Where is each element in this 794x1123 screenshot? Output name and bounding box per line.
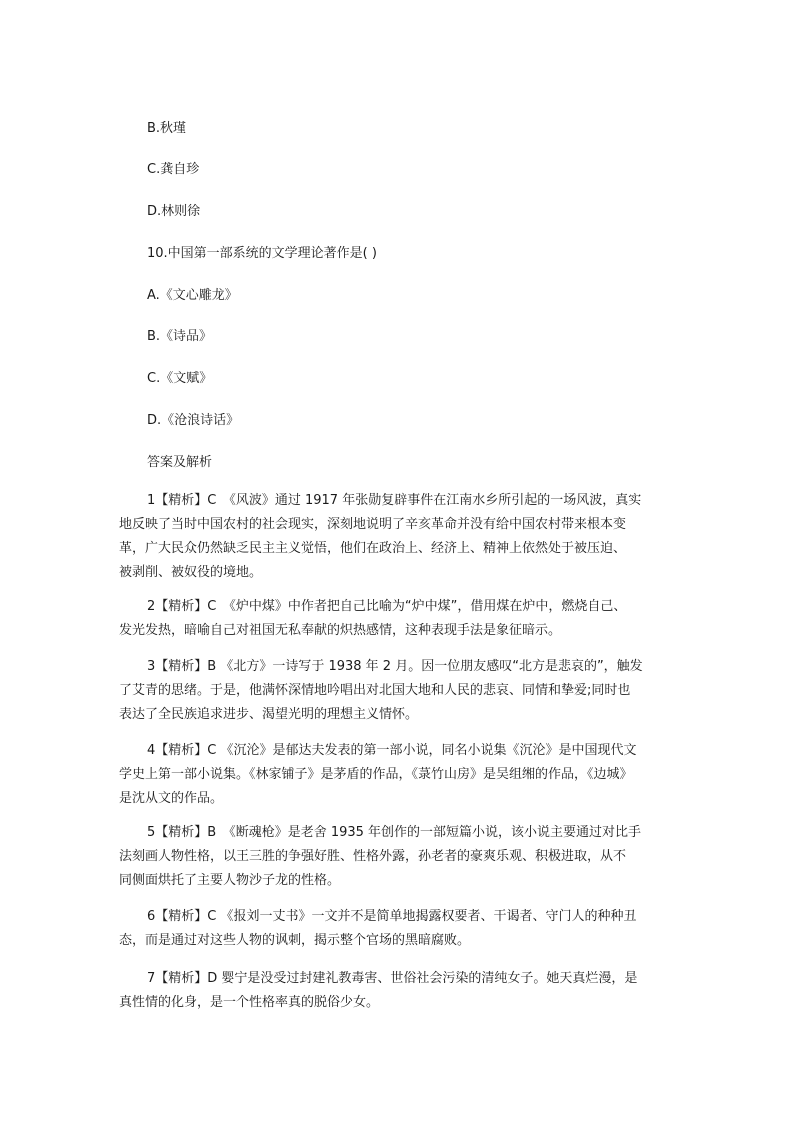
answer-1-line-3: 革，广大民众仍然缺乏民主主义觉悟，他们在政治上、经济上、精神上依然处于被压迫、 [119, 541, 627, 556]
option-q9-b: B.秋瑾 [147, 121, 187, 136]
answer-3-line-2: 了艾青的思绪。于是，他满怀深情地吟唱出对北国大地和人民的悲哀、同情和挚爱;同时也 [119, 683, 631, 698]
answer-4-line-1: 4【精析】C 《沉沦》是郁达夫发表的第一部小说，同名小说集《沉沦》是中国现代文 [147, 743, 637, 758]
answer-2 [119, 595, 677, 643]
answer-6-line-1: 6【精析】C 《报刘一丈书》一文并不是简单地揭露权要者、干谒者、守门人的种种丑 [147, 909, 637, 924]
answer-1-line-1: 1【精析】C 《风波》通过 1917 年张勋复辟事件在江南水乡所引起的一场风波，真实 [147, 493, 642, 508]
answer-4-line-3: 是沈从文的作品。 [119, 791, 224, 806]
answer-5 [119, 821, 677, 893]
option-q9-d: D.林则徐 [147, 204, 201, 219]
answer-3 [119, 655, 677, 727]
answer-6 [119, 905, 677, 953]
answer-7-line-1: 7【精析】D 婴宁是没受过封建礼教毒害、世俗社会污染的清纯女子。她天真烂漫，是 [147, 971, 638, 986]
answer-1-line-4: 被剥削、被奴役的境地。 [119, 565, 263, 580]
option-q10-b: B.《诗品》 [147, 329, 213, 344]
answers-heading: 答案及解析 [147, 455, 213, 470]
answer-5-line-1: 5【精析】B 《断魂枪》是老舍 1935 年创作的一部短篇小说，该小说主要通过对比手 [147, 825, 642, 840]
answer-4-line-2: 学史上第一部小说集。《林家铺子》是茅盾的作品，《菉竹山房》是吴组缃的作品，《边城》 [119, 767, 633, 782]
answer-3-line-1: 3【精析】B 《北方》一诗写于 1938 年 2 月。因一位朋友感叹“北方是悲哀的”，触发 [147, 659, 643, 674]
answer-3-line-3: 表达了全民族追求进步、渴望光明的理想主义情怀。 [119, 707, 419, 722]
option-q9-c: C.龚自珍 [147, 162, 200, 177]
answer-2-line-2: 发光发热，暗喻自己对祖国无私奉献的炽热感情，这种表现手法是象征暗示。 [119, 623, 562, 638]
answer-1-line-2: 地反映了当时中国农村的社会现实，深刻地说明了辛亥革命并没有给中国农村带来根本变 [119, 517, 627, 532]
answer-4 [119, 739, 677, 811]
answer-5-line-2: 法刻画人物性格，以王三胜的争强好胜、性格外露，孙老者的豪爽乐观、积极进取，从不 [119, 849, 627, 864]
option-q10-c: C.《文赋》 [147, 371, 213, 386]
answer-1 [119, 489, 677, 585]
option-q10-d: D.《沧浪诗话》 [147, 413, 240, 428]
option-q10-a: A.《文心雕龙》 [147, 288, 238, 303]
question-10: 10.中国第一部系统的文学理论著作是( ) [147, 246, 377, 261]
answer-5-line-3: 同侧面烘托了主要人物沙子龙的性格。 [119, 873, 341, 888]
answer-2-line-1: 2【精析】C 《炉中煤》中作者把自己比喻为“炉中煤”，借用煤在炉中，燃烧自己、 [147, 599, 627, 614]
answer-6-line-2: 态，而是通过对这些人物的讽刺，揭示整个官场的黑暗腐败。 [119, 933, 471, 948]
answer-7 [119, 967, 677, 1015]
answer-7-line-2: 真性情的化身，是一个性格率真的脱俗少女。 [119, 995, 380, 1010]
